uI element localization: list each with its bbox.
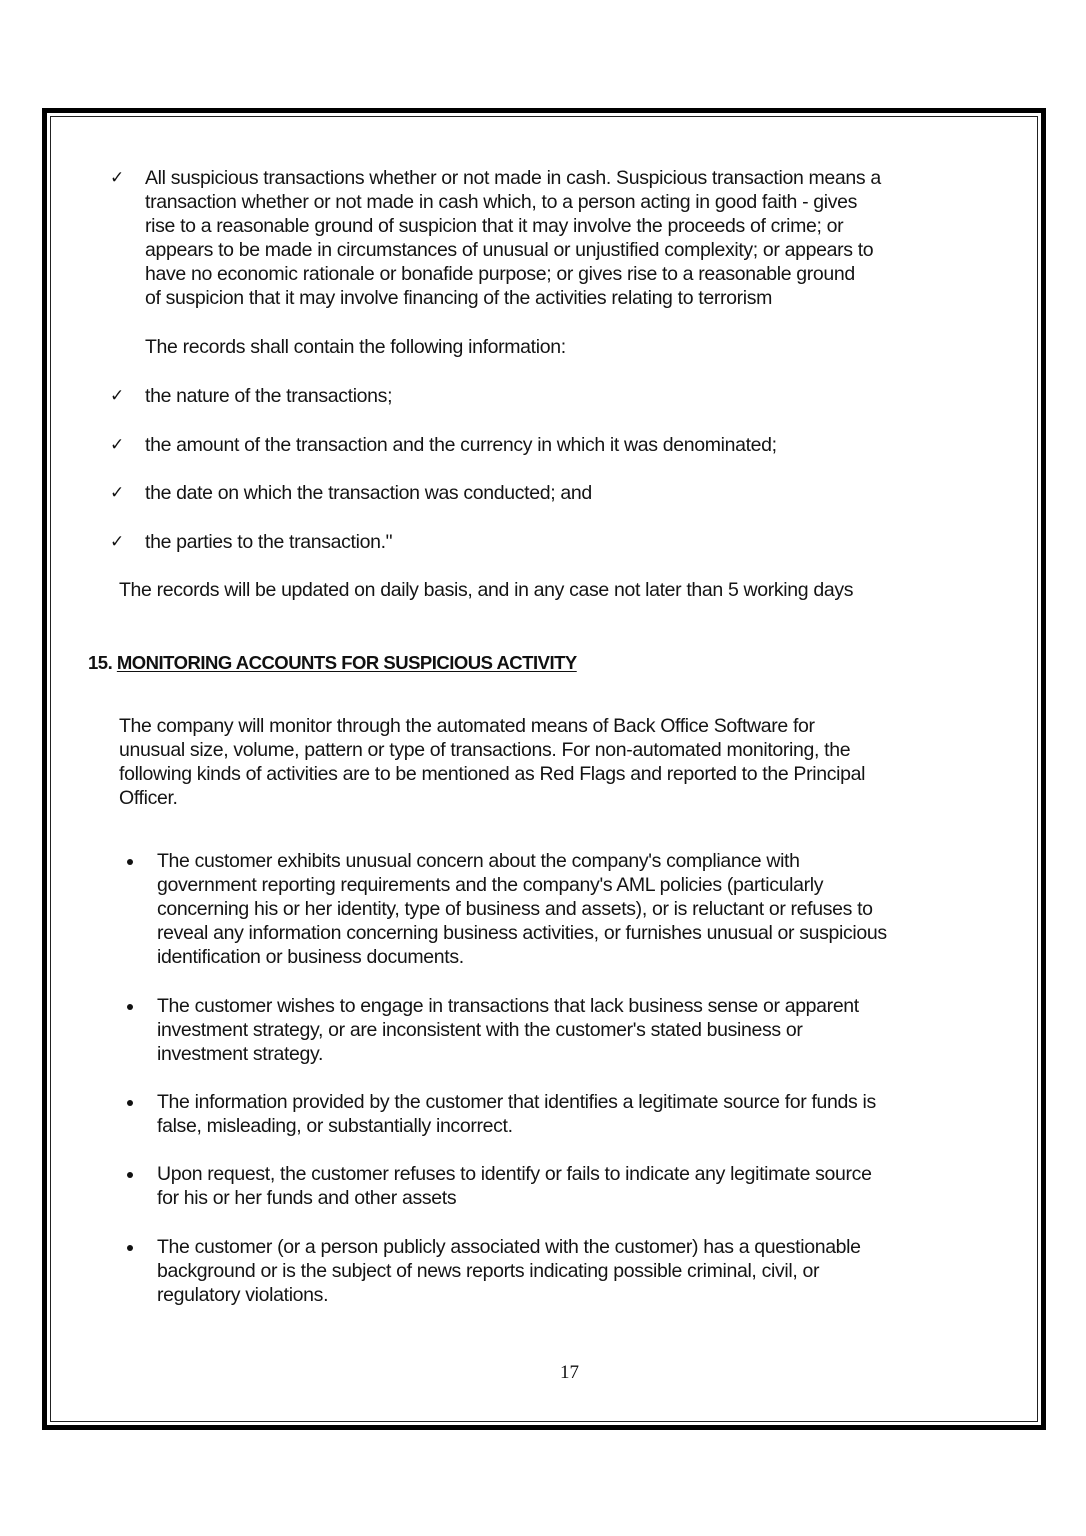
text-line: unusual size, volume, pattern or type of transactions. For non-automated monitoring, the [119, 739, 851, 761]
text-line: appears to be made in circumstances of unusual or unjustified complexity; or appears to [145, 239, 874, 261]
checkmark-icon: ✓ [110, 483, 125, 503]
text-line: The information provided by the customer that identifies a legitimate source for funds is [157, 1091, 876, 1113]
checklist-item: the amount of the transaction and the currency in which it was denominated; [145, 434, 777, 456]
text-line: rise to a reasonable ground of suspicion that it may involve the proceeds of crime; or [145, 215, 844, 237]
text-line: have no economic rationale or bonafide purpose; or gives rise to a reasonable ground [145, 263, 855, 285]
text-line: All suspicious transactions whether or not made in cash. Suspicious transaction means a [145, 167, 881, 189]
checklist-item: the date on which the transaction was conducted; and [145, 482, 592, 504]
text-line: regulatory violations. [157, 1284, 329, 1306]
page-number: 17 [560, 1362, 579, 1383]
text-line: Officer. [119, 787, 178, 809]
text-line: investment strategy, or are inconsistent with the customer's stated business or [157, 1019, 803, 1041]
text-line: of suspicion that it may involve financing of the activities relating to terrorism [145, 287, 773, 309]
text-line: background or is the subject of news reports indicating possible criminal, civil, or [157, 1260, 820, 1282]
checklist-item: the parties to the transaction." [145, 531, 393, 553]
bullet-icon [127, 1172, 133, 1178]
section-number: 15. [88, 652, 113, 673]
checkmark-icon: ✓ [110, 386, 125, 406]
bullet-icon [127, 859, 133, 865]
text-line: identification or business documents. [157, 946, 464, 968]
records-intro: The records shall contain the following information: [145, 336, 566, 358]
text-line: following kinds of activities are to be mentioned as Red Flags and reported to the Principal [119, 763, 866, 785]
records-update-note: The records will be updated on daily basis, and in any case not later than 5 working days [119, 579, 854, 601]
section-heading [88, 651, 577, 675]
text-line: concerning his or her identity, type of business and assets), or is reluctant or refuses to [157, 898, 873, 920]
bullet-icon [127, 1100, 133, 1106]
checkmark-icon: ✓ [110, 532, 125, 552]
text-line: The customer (or a person publicly associated with the customer) has a questionable [157, 1236, 861, 1258]
text-line: The company will monitor through the automated means of Back Office Software for [119, 715, 815, 737]
checkmark-icon: ✓ [110, 168, 125, 188]
text-line: The customer wishes to engage in transactions that lack business sense or apparent [157, 995, 859, 1017]
text-line: Upon request, the customer refuses to identify or fails to indicate any legitimate source [157, 1163, 872, 1185]
text-line: false, misleading, or substantially incorrect. [157, 1115, 513, 1137]
text-line: for his or her funds and other assets [157, 1187, 457, 1209]
text-line: reveal any information concerning business activities, or furnishes unusual or suspicious [157, 922, 887, 944]
checkmark-icon: ✓ [110, 435, 125, 455]
text-line: transaction whether or not made in cash which, to a person acting in good faith - gives [145, 191, 858, 213]
text-line: government reporting requirements and the company's AML policies (particularly [157, 874, 824, 896]
bullet-icon [127, 1245, 133, 1251]
bullet-icon [127, 1004, 133, 1010]
section-title: MONITORING ACCOUNTS FOR SUSPICIOUS ACTIVITY [116, 652, 577, 673]
checklist-item: the nature of the transactions; [145, 385, 393, 407]
text-line: investment strategy. [157, 1043, 324, 1065]
text-line: The customer exhibits unusual concern about the company's compliance with [157, 850, 800, 872]
